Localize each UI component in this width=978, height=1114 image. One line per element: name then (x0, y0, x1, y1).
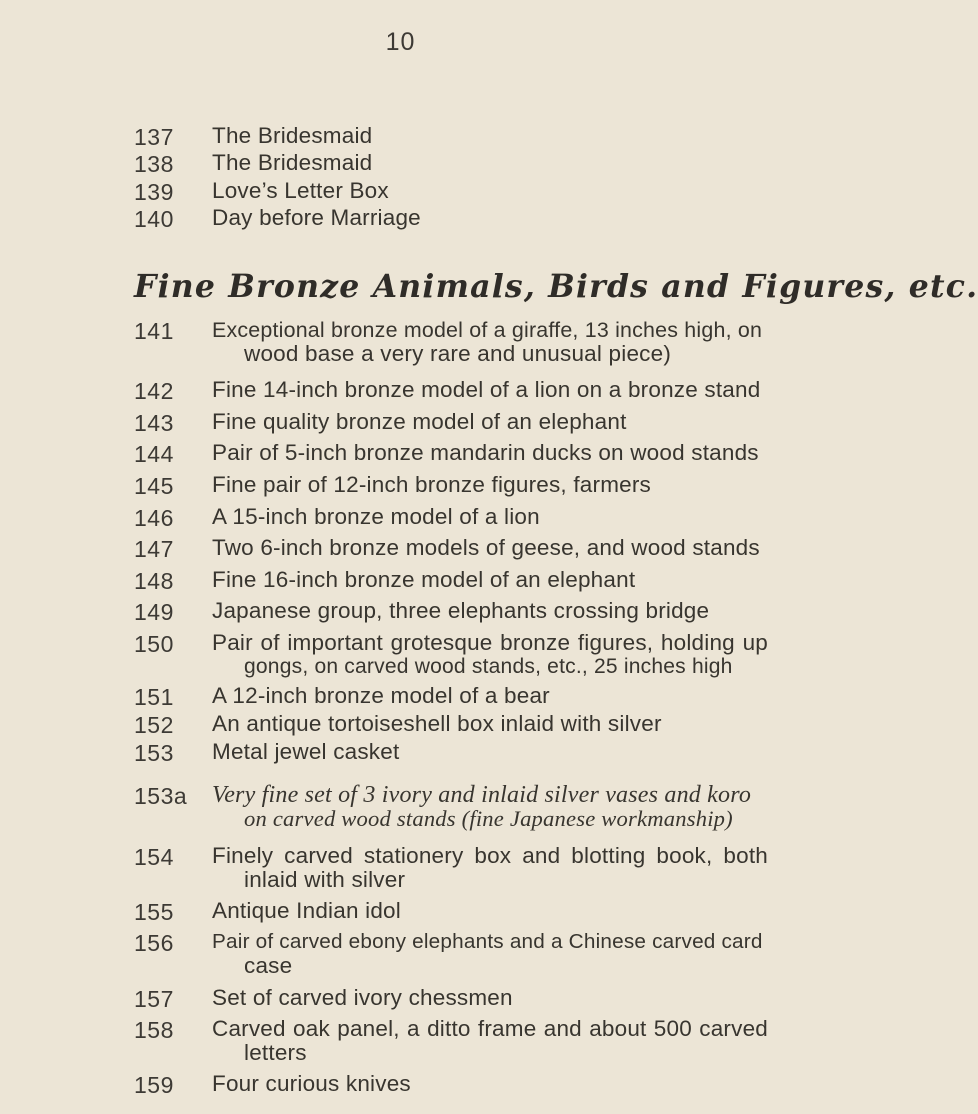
lot-description: Pair of important grotesque bronze figures, holding up (212, 630, 768, 655)
lot-description: Two 6-inch bronze models of geese, and wood stands (212, 535, 760, 560)
lot-description: Japanese group, three elephants crossing bridge (212, 598, 710, 623)
lot-description: A 15-inch bronze model of a lion (212, 504, 540, 529)
lot-description: Fine 16-inch bronze model of an elephant (212, 567, 636, 592)
lot-number: 144 (134, 441, 174, 467)
lot-description: Metal jewel casket (212, 739, 400, 764)
lot-number: 159 (134, 1072, 174, 1098)
lot-number: 153a (134, 783, 188, 809)
lot-number: 142 (134, 378, 174, 404)
lot-description-cont: case (244, 953, 293, 978)
lot-description: An antique tortoiseshell box inlaid with silver (212, 711, 662, 736)
lot-description: Very fine set of 3 ivory and inlaid silver vases and koro (212, 782, 752, 808)
lot-description: The Bridesmaid (212, 123, 373, 148)
lot-description: Exceptional bronze model of a giraffe, 13 inches high, on (212, 318, 763, 342)
lot-description: Fine pair of 12-inch bronze figures, farmers (212, 472, 651, 497)
lot-number: 154 (134, 844, 174, 870)
lot-description-cont: on carved wood stands (fine Japanese workmanship) (244, 806, 733, 831)
lot-description: Finely carved stationery box and blotting book, both (212, 843, 768, 868)
lot-description: Set of carved ivory chessmen (212, 985, 513, 1010)
lot-description: Day before Marriage (212, 205, 421, 230)
lot-number: 158 (134, 1017, 174, 1043)
lot-description: Carved oak panel, a ditto frame and about 500 carved (212, 1016, 768, 1041)
lot-number: 146 (134, 505, 174, 531)
lot-description: Antique Indian idol (212, 898, 401, 923)
lot-number: 155 (134, 899, 174, 925)
lot-description: The Bridesmaid (212, 150, 373, 175)
lot-number: 152 (134, 712, 174, 738)
lot-description-cont: gongs, on carved wood stands, etc., 25 inches high (244, 655, 733, 678)
lot-description: Pair of 5-inch bronze mandarin ducks on wood stands (212, 440, 759, 465)
lot-number: 143 (134, 410, 174, 436)
lot-number: 150 (134, 631, 174, 657)
lot-number: 137 (134, 124, 174, 150)
lot-description: A 12-inch bronze model of a bear (212, 683, 550, 708)
lot-description-cont: wood base a very rare and unusual piece) (244, 341, 672, 366)
lot-number: 139 (134, 179, 174, 205)
lot-description: Four curious knives (212, 1071, 411, 1096)
page-number: 10 (385, 28, 416, 56)
lot-description: Fine 14-inch bronze model of a lion on a bronze stand (212, 377, 761, 402)
lot-description: Pair of carved ebony elephants and a Chinese carved card (212, 930, 763, 953)
lot-description-cont: letters (244, 1040, 307, 1065)
lot-number: 157 (134, 986, 174, 1012)
lot-number: 151 (134, 684, 174, 710)
lot-number: 149 (134, 599, 174, 625)
lot-description: Love’s Letter Box (212, 178, 389, 203)
section-heading: Fine Bronze Animals, Birds and Figures, etc. (134, 268, 978, 305)
lot-number: 140 (134, 206, 174, 232)
lot-number: 147 (134, 536, 174, 562)
lot-number: 145 (134, 473, 174, 499)
lot-description-cont: inlaid with silver (244, 867, 406, 892)
lot-number: 153 (134, 740, 174, 766)
lot-description: Fine quality bronze model of an elephant (212, 409, 627, 434)
lot-number: 138 (134, 151, 174, 177)
lot-number: 156 (134, 930, 174, 956)
lot-number: 141 (134, 318, 174, 344)
lot-number: 148 (134, 568, 174, 594)
